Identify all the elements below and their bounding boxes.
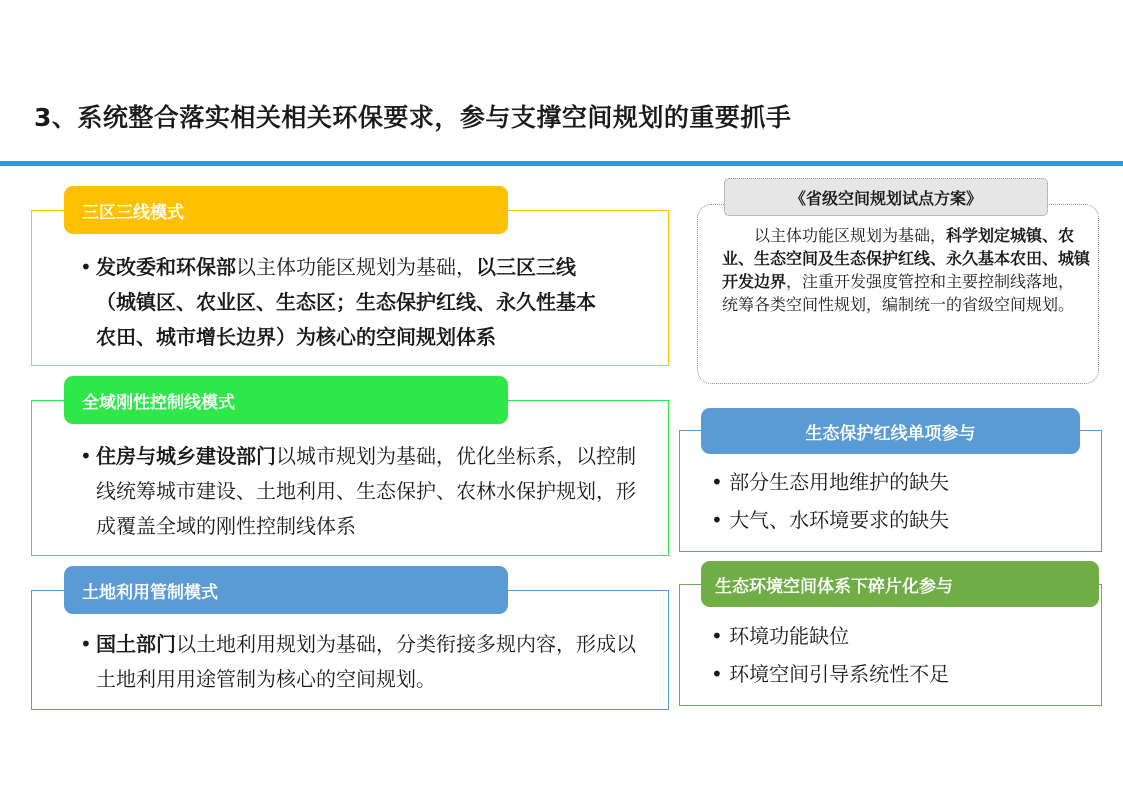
red-line-list xyxy=(711,463,949,539)
page-title: 3、系统整合落实相关相关环保要求，参与支撑空间规划的重要抓手 xyxy=(34,103,792,132)
list-item: • 大气、水环境要求的缺失 xyxy=(711,508,950,532)
tab-control-lines: 全域刚性控制线模式 xyxy=(64,376,508,424)
dept-name: 住房与城乡建设部门 xyxy=(96,444,276,468)
section-text-land-use xyxy=(80,627,640,697)
tab-fragmented: 生态环境空间体系下碎片化参与 xyxy=(701,561,1099,607)
section-text-control-lines xyxy=(80,439,640,544)
section-desc: 以主体功能区规划为基础， xyxy=(236,255,476,279)
bullet-icon: • xyxy=(80,632,92,656)
title-divider xyxy=(0,161,1123,166)
tab-three-zones: 三区三线模式 xyxy=(64,186,508,234)
section-desc: 以城市规划为基础，优化坐标系，以控制线统筹城市建设、土地利用、生态保护、农林水保护规划，形成覆盖全域的刚性控制线体系 xyxy=(96,444,636,538)
tab-land-use: 土地利用管制模式 xyxy=(64,566,508,614)
section-desc-bold: 以三区三线（城镇区、农业区、生态区；生态保护红线、永久性基本农田、城市增长边界）为核心的空间规划体系 xyxy=(96,255,596,349)
tab-red-line: 生态保护红线单项参与 xyxy=(701,408,1080,454)
list-item: • 部分生态用地维护的缺失 xyxy=(711,470,950,494)
fragmented-list xyxy=(711,617,949,693)
section-desc: 以土地利用规划为基础，分类衔接多规内容，形成以土地利用用途管制为核心的空间规划。 xyxy=(96,632,636,691)
pilot-plan-label: 《省级空间规划试点方案》 xyxy=(724,178,1048,216)
pilot-plan-text xyxy=(722,224,1090,316)
pilot-plan-bold: 科学划定城镇、农业、生态空间及生态保护红线、永久基本农田、城镇开发边界 xyxy=(722,226,1091,291)
section-text-three-zones xyxy=(80,250,614,355)
bullet-icon: • xyxy=(80,444,92,468)
pilot-plan-intro: 以主体功能区规划为基础， xyxy=(754,226,947,245)
bullet-icon: • xyxy=(80,255,92,279)
dept-name: 发改委和环保部 xyxy=(96,255,236,279)
list-item: • 环境空间引导系统性不足 xyxy=(711,662,950,686)
list-item: • 环境功能缺位 xyxy=(711,624,850,648)
dept-name: 国土部门 xyxy=(96,632,176,656)
pilot-plan-rest: ，注重开发强度管控和主要控制线落地，统筹各类空间性规划，编制统一的省级空间规划。 xyxy=(722,272,1075,314)
